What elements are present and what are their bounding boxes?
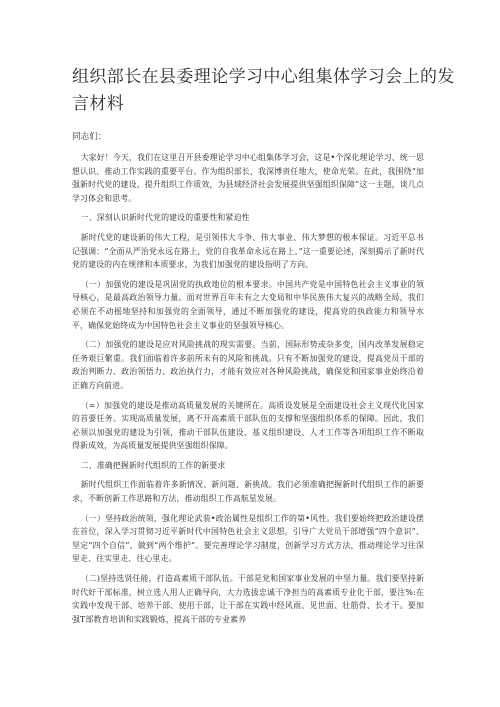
title-line-1: 组织部长在县委理论学习中心组集体学习会上的发 xyxy=(72,67,455,87)
document-body xyxy=(72,64,455,626)
paragraph: 新时代党的建设新的伟大工程，是引领伟大斗争、伟大事业、伟大梦想的根本保证。习近平总书记强调：“全面从严治党永远在路上，党的自我革命永远在路上。”这一重要论述，深刻揭示了新时代党的建设的内在规律和本质要求，为我们加强党的建设指明了方向。 xyxy=(72,232,424,270)
paragraph: （=）加强党的建设是推动高质量发展的关键所在。高质设发展是全面建设社会主义现代化国家的首要任务。实现高质量发展，离不开高素质干部队伍的支撑和坚强组织体系的保障。因此，我们必须以加强党的建设为引领，推动干部队伍建设、基义组织建设、人才工作等各项组织工作不断取得新成效，为高质量发展提供坚强组织保障。 xyxy=(72,400,424,451)
title-line-2: 言材料 xyxy=(72,94,125,114)
section-heading-2: 二、准确把握新时代组织的工作的新要求 xyxy=(80,460,226,470)
paragraph: 大家好！今天，我们在这里召开县委理论学习中心组集体学习会，这是•个深化理论学习、统一思想认识、推动工作实践的重要平台。作为组织部长，我深博责任地大，使命光荣。在此，我围绕“加强新时代党的建设，提升组织工作质效，为县域经济社会发展提供坚强组织保障”这一主题，谈几点学习体会和思考。 xyxy=(72,153,424,203)
paragraph: （一）坚持政治统领，强化理论武装•政治属性是组织工作的第•风性。我们要始终把政治建设摆在首位，深入学习贯彻习近平新时代中国特色社会主义思想，引导广大党员干部增强“四个意识”、坚定“四个自信”、做到“两个维护”。要完善理论学习制度，创新学习方式方法，推动理论学习往深里走、往实里走、往心里走。 xyxy=(72,513,424,564)
paragraph: （二)坚持选贤任能，打造高素质干部队伍。干部是党和国家事业发展的中坚力量。我们要坚持新时代好干部标准，树立选人用人正确导向，大力选拔忠诚干净担当的高素质专业化干部，要注%:在实践中发现干部、培养干部、使用干部，让干部在实践中经风雨、见世面、壮筋骨、长才干。要加强T部教育培训和实践锻炼，提高干部的专业素养 xyxy=(72,574,424,624)
paragraph: 新时代组织工作面临着许多新情况、新问题、新挑战。我们必须准确把握新时代组织工作的新要求，不断创新工作思路和方法，推动组织工作高航星发展。 xyxy=(72,480,424,504)
section-heading-1: 一、深刻认识新时代党的建设的重要性和紧迫性 xyxy=(80,213,250,223)
paragraph: （二）加强党的建设是应对风险挑战的现实需要。当前，国际形势或杂多变，国内改革发展稳定任务艰巨繁重。我们面临着许多前所未有的风险和挑战。只有不断加强党的建设，提高党员干部的政治判断力、政治领悟力、政治执行力，才能有效应对各种风险挑战，确保党和国家事业始终沿着正确方向前进。 xyxy=(72,340,424,390)
paragraph: （一）加强党的建设是巩固党的执政地位的根本要求。中国共产党是中国特色社会主义事业的领导核心，是最高政治领导力量。面对世界百年未有之大变局和中华民族伟大复兴的战略全局，我们必须在不动摇地坚持和加强党的全面领导，通过不断加强党的建设，提高党的执政能力和领导水平，确保党始终成为中国特色社会主义事业的坚强领导核心。 xyxy=(72,279,424,330)
salutation: 同志们： xyxy=(72,132,107,142)
document-title xyxy=(72,64,455,118)
